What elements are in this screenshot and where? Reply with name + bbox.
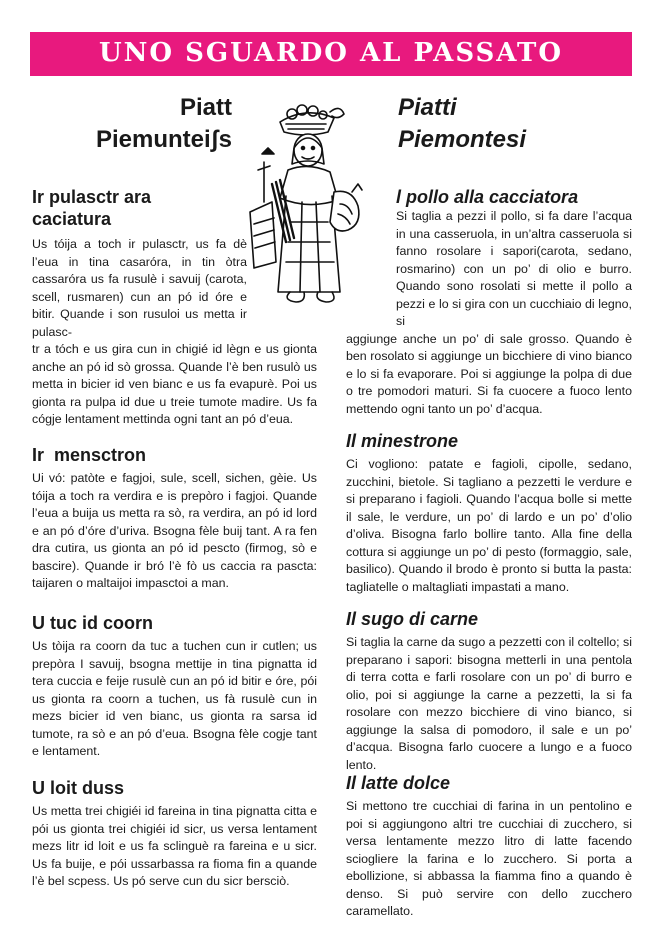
left-recipe-3-title: U tuc id coorn (32, 613, 153, 633)
right-recipe-1-title: l pollo alla cacciatora (396, 187, 579, 207)
right-recipe-1-text-a: Si taglia a pezzi il pollo, si fa dare l’acqua in una casseruola, in un’altra casseruola si fanno rosolare i sapori(carota, sedano, rosmarino) con un po’ di olio e burro. Quando sono rosolati si mette il pollo a pezzi e lo si gira con un cucchiaio di legno, si (396, 209, 632, 328)
left-recipe-2-title: Ir mensctron (32, 445, 147, 465)
left-recipe-4-text: Us metta trei chigiéi id fareina in tina pignatta citta e pói us gionta trei chigiéi id sicr, us versa lentament mezs litr id loit e us fa sclinguè ra fareina e u sicr. Us fa buije, e pói ussarbassa ra fioma fin a quande l’è bel scpess. Us pó serve cun du sicr bersciò. (32, 804, 317, 888)
left-recipe-1-title-line1: Ir pulasctr ara (32, 187, 152, 207)
right-title-line2: Piemontesi (398, 126, 527, 153)
right-recipe-2-text: Ci vogliono: patate e fagioli, cipolle, sedano, zucchini, bietole. Si tagliano a pezzetti le verdure e si preparano i fagioli. Quando l’acqua bolle si mette il sale, le verdure, un po’ di lardo e un po’ d’olio d’oliva. Bisogna farlo bollire tanto. Alla fine della cottura si aggiunge un po’ di pesto (formaggio, sale, basilico). Quando il brodo è pronto si butta la pasta: tagliatelle o maltagliati impastati a mano. (346, 457, 632, 594)
left-recipe-4 (32, 777, 317, 891)
right-title-line1: Piatti (398, 94, 457, 121)
right-recipe-3-title: Il sugo di carne (346, 609, 479, 629)
right-recipe-1 (346, 186, 632, 418)
right-page-title (398, 92, 526, 156)
header-banner (30, 32, 632, 76)
right-recipe-1-text-b: aggiunge anche un po’ di sale grosso. Quando è ben rosolato si aggiunge un bicchiere di vino bianco e lo si fa evaporare. Poi si aggiunge la polpa di due o tre pomodori maturi. Si fa cuocere a fuoco lento mettendo ogni tanto un po’ d’acqua. (346, 331, 632, 416)
banner-title: UNO SGUARDO AL PASSATO (98, 38, 564, 68)
left-recipe-1 (32, 186, 317, 429)
left-recipe-1-title-line2: caciatura (32, 209, 112, 229)
left-recipe-2-text: Ui vó: patòte e fagjoi, sule, scell, sichen, gèie. Us tóija a toch ra verdira e is prepòro i fagjoi. Quande l’eua a buija us metta ra sò, ra verdira, an pó id lord e an pó d’óre d’uriva. Bsogna fèle buij tant. A ra fen dra cutira, us gionta an pó id pescto (firmog, sò e bascire). Quande ir bró l’è fò us caccia ra pascta: taijaren o maltaijoi impasctoi a man. (32, 471, 317, 590)
left-page-title (60, 92, 232, 156)
left-title-line2: Piemunteiʃs (95, 126, 232, 153)
right-recipe-2-title: Il minestrone (346, 431, 459, 451)
right-recipe-2 (346, 430, 632, 596)
left-recipe-2 (32, 444, 317, 593)
right-recipe-4 (346, 772, 632, 921)
right-recipe-3-text: Si taglia la carne da sugo a pezzetti con il coltello; si preparano i sapori: bisogna metterli in una pentola di terra cotta e farli rosolare con un po’ di burro e olio, poi si aggiunge la carne a pezzetti, la si fa rosolare con mezzo bicchiere di vino bianco, si aggiunge la salsa di pomodoro, il sale e un po’ d’acqua. Bisogna farlo cuocere a lungo e a fuoco lento. (346, 635, 632, 772)
left-recipe-3 (32, 612, 317, 761)
left-title-line1: Piatt (179, 94, 232, 121)
left-recipe-3-text: Us tòija ra coorn da tuc a tuchen cun ir cutlen; us prepòra I savuij, bsogna mettije in tina pignatta id tera cuccia e feije rusulè cun an pó id bitir e óre, pói us gionta ra coorn a tuchen, us fà rusulè cun in mezs bicier id ven bianc, us gionta ra sarsa id tumote, ra sò e an pó d’eua. Bsogna fèle cogje tant e lentament. (32, 639, 317, 758)
left-recipe-4-title: U loit duss (32, 778, 125, 798)
left-recipe-1-text-b: tr a tóch e us gira cun in chigié id lègn e us gionta anche an pó id sò grossa. Quande l’è ben rusulò us metta in bicier id ven bianc e us fa evapurè. Poi us gionta ra pulpa id due u treie tumote madire. Us fa cógje lentament mettinda ogni tant an pó d’eua. (32, 342, 317, 426)
right-recipe-4-title: Il latte dolce (346, 773, 451, 793)
left-recipe-1-text-a: Us tóija a toch ir pulasctr, us fa dè l’eua in tina casaróra, in tin òtra cassaróra us fa rusulè i savuij (carota, scell, rusmaren) cun an pó id óre e bitir. Quande i son rusuloi us metta ir pulasc- (32, 237, 247, 339)
right-recipe-3 (346, 608, 632, 774)
left-recipe-1-title (32, 186, 317, 230)
right-recipe-4-text: Si mettono tre cucchiai di farina in un pentolino e poi si aggiungono altri tre cucchiai di zucchero, si versa lentamente mezzo litro di latte facendo sciogliere la farina e lo zucchero. Si porta a ebollizione, si abbassa la fiamma fino a quando è denso. Si può servire con dello zucchero caramellato. (346, 799, 632, 918)
